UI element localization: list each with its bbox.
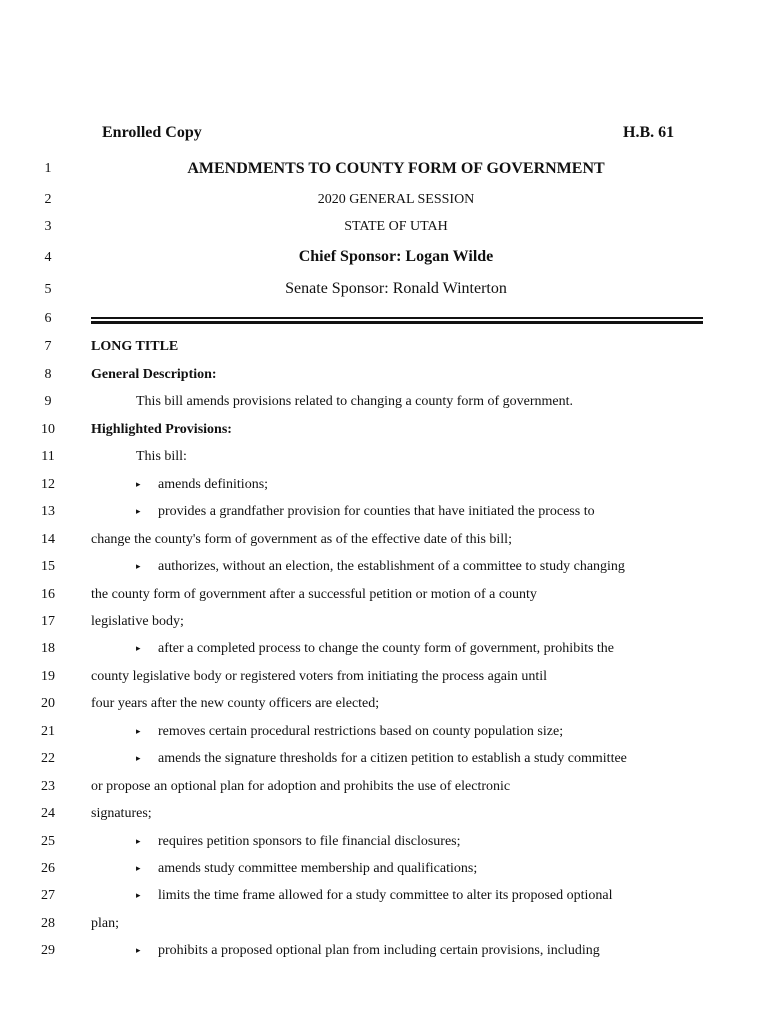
- bullet-icon: ▸: [136, 890, 141, 900]
- line-number: 21: [41, 724, 55, 739]
- line-number: 2: [44, 192, 52, 207]
- provision-continuation: the county form of government after a successful petition or motion of a county: [91, 587, 537, 602]
- line-number: 25: [41, 834, 55, 849]
- provision-item: ▸ requires petition sponsors to file financial disclosures;: [136, 834, 461, 849]
- line-number: 7: [44, 339, 52, 354]
- line-number: 13: [41, 504, 55, 519]
- state-line: STATE OF UTAH: [344, 219, 448, 234]
- line-number: 8: [44, 367, 52, 382]
- line-number: 19: [41, 669, 55, 684]
- line-number: 27: [41, 888, 55, 903]
- line-number: 11: [41, 449, 55, 464]
- provision-item: ▸ amends the signature thresholds for a citizen petition to establish a study committee: [136, 751, 627, 766]
- provision-continuation: plan;: [91, 916, 119, 931]
- line-number: 23: [41, 779, 55, 794]
- general-description-heading: General Description:: [91, 367, 217, 382]
- provision-continuation: legislative body;: [91, 614, 184, 629]
- provision-item: ▸ removes certain procedural restrictions based on county population size;: [136, 724, 564, 739]
- bill-title: AMENDMENTS TO COUNTY FORM OF GOVERNMENT: [187, 160, 605, 177]
- highlighted-provisions-heading: Highlighted Provisions:: [91, 422, 232, 437]
- line-number: 24: [41, 806, 55, 821]
- bullet-icon: ▸: [136, 561, 141, 571]
- provision-item: ▸ prohibits a proposed optional plan from including certain provisions, including: [136, 943, 600, 958]
- chief-sponsor: Chief Sponsor: Logan Wilde: [298, 248, 494, 265]
- provision-item: ▸ provides a grandfather provision for counties that have initiated the process to: [136, 504, 595, 519]
- provision-continuation: county legislative body or registered voters from initiating the process again until: [91, 669, 548, 684]
- long-title-heading: LONG TITLE: [91, 339, 179, 354]
- line-number: 29: [41, 943, 55, 958]
- line-number: 1: [44, 161, 52, 176]
- bullet-icon: ▸: [136, 506, 141, 516]
- bullet-icon: ▸: [136, 479, 141, 489]
- line-number: 28: [41, 916, 55, 931]
- provision-item: ▸ authorizes, without an election, the establishment of a committee to study changing: [136, 559, 625, 574]
- line-number: 12: [41, 477, 55, 492]
- line-number: 16: [41, 587, 55, 602]
- provision-continuation: or propose an optional plan for adoption and prohibits the use of electronic: [91, 779, 511, 794]
- line-number: 3: [44, 219, 52, 234]
- line-number: 4: [44, 250, 52, 265]
- provision-continuation: change the county's form of government as of the effective date of this bill;: [91, 532, 512, 547]
- line-number: 18: [41, 641, 55, 656]
- senate-sponsor: Senate Sponsor: Ronald Winterton: [285, 280, 507, 297]
- provision-item: ▸ limits the time frame allowed for a study committee to alter its proposed optional: [136, 888, 613, 903]
- bullet-icon: ▸: [136, 836, 141, 846]
- this-bill-intro: This bill:: [136, 449, 187, 464]
- provision-item: ▸ amends study committee membership and qualifications;: [136, 861, 478, 876]
- line-number: 6: [44, 311, 52, 326]
- bullet-icon: ▸: [136, 863, 141, 873]
- document-status: Enrolled Copy: [102, 124, 202, 141]
- divider-line-bottom: [91, 321, 703, 324]
- line-number: 26: [41, 861, 55, 876]
- general-description-text: This bill amends provisions related to changing a county form of government.: [136, 394, 574, 409]
- line-number: 10: [41, 422, 55, 437]
- line-number: 15: [41, 559, 55, 574]
- session-line: 2020 GENERAL SESSION: [317, 192, 475, 207]
- divider-line-top: [91, 317, 703, 319]
- provision-continuation: four years after the new county officers are elected;: [91, 696, 380, 711]
- line-number: 14: [41, 532, 55, 547]
- provision-item: ▸ after a completed process to change the county form of government, prohibits the: [136, 641, 615, 656]
- bullet-icon: ▸: [136, 726, 141, 736]
- line-number: 17: [41, 614, 55, 629]
- line-number: 20: [41, 696, 55, 711]
- bill-number: H.B. 61: [623, 124, 675, 141]
- provision-continuation: signatures;: [91, 806, 152, 821]
- bullet-icon: ▸: [136, 643, 141, 653]
- line-number: 9: [44, 394, 52, 409]
- bullet-icon: ▸: [136, 753, 141, 763]
- provision-item: ▸ amends definitions;: [136, 477, 269, 492]
- bullet-icon: ▸: [136, 945, 141, 955]
- line-number: 22: [41, 751, 55, 766]
- line-number: 5: [44, 282, 52, 297]
